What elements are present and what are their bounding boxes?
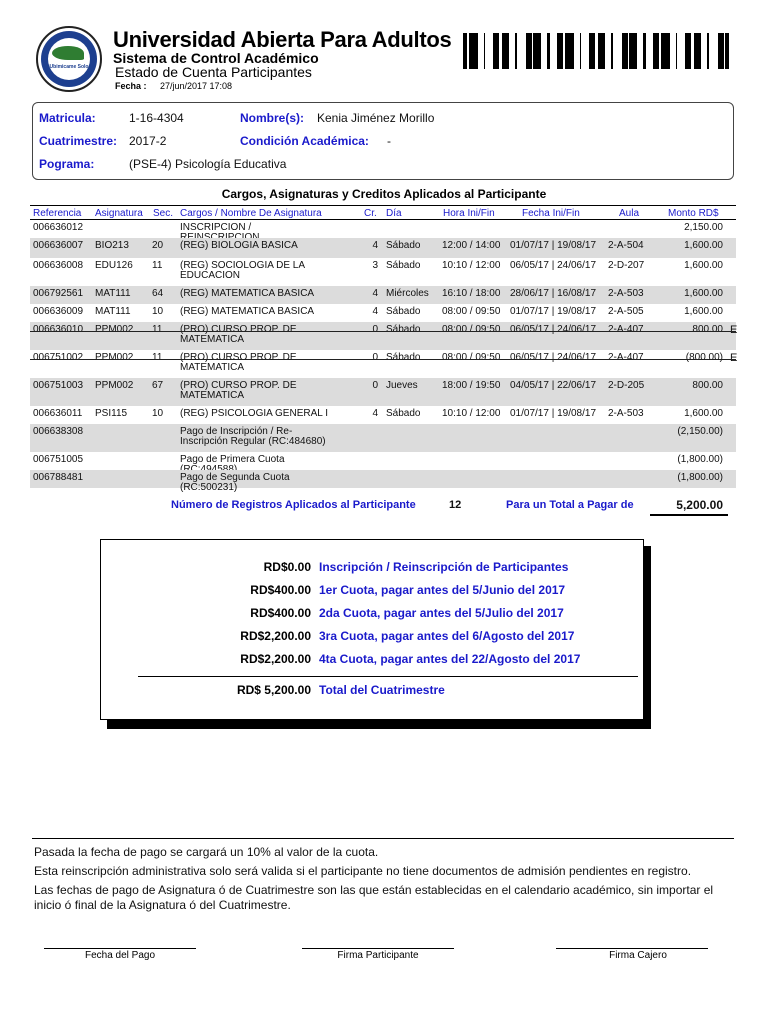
university-logo bbox=[36, 26, 102, 92]
cell-aula: 2-D-207 bbox=[608, 260, 645, 271]
cell-ref: 006751003 bbox=[33, 380, 84, 391]
cell-dia: Sábado bbox=[386, 324, 421, 335]
cell-aula: 2-A-407 bbox=[608, 352, 644, 363]
cell-asig: EDU126 bbox=[95, 260, 133, 271]
col-monto: Monto RD$ bbox=[668, 208, 719, 219]
cell-aula: 2-A-503 bbox=[608, 288, 644, 299]
cell-asig: MAT111 bbox=[95, 288, 131, 299]
cell-cr: 0 bbox=[372, 324, 378, 335]
cell-monto: (1,800.00) bbox=[677, 472, 723, 483]
signature-line-cajero bbox=[556, 948, 708, 949]
payment-amount: RD$2,200.00 bbox=[240, 629, 311, 643]
payment-amount: RD$2,200.00 bbox=[240, 652, 311, 666]
payment-label: 4ta Cuota, pagar antes del 22/Agosto del 2017 bbox=[319, 652, 581, 666]
cell-fecha: 06/05/17 | 24/06/17 bbox=[510, 260, 597, 271]
col-dia: Día bbox=[386, 208, 402, 219]
cell-aula: 2-A-505 bbox=[608, 306, 644, 317]
records-label: Número de Registros Aplicados al Participante bbox=[171, 499, 416, 511]
cell-dia: Sábado bbox=[386, 306, 421, 317]
cell-cr: 4 bbox=[372, 408, 378, 419]
cell-ref: 006751002 bbox=[33, 352, 84, 363]
col-cargos: Cargos / Nombre De Asignatura bbox=[180, 208, 322, 219]
cell-dia: Jueves bbox=[386, 380, 418, 391]
table-title: Cargos, Asignaturas y Creditos Aplicados al Participante bbox=[221, 187, 547, 201]
cell-desc: (PRO) CURSO PROP. DE MATEMATICA bbox=[180, 352, 297, 373]
signature-line-fecha bbox=[44, 948, 196, 949]
table-row bbox=[30, 322, 736, 350]
matricula-value: 1-16-4304 bbox=[129, 111, 184, 125]
signature-line-participante bbox=[302, 948, 454, 949]
payment-label: Inscripción / Reinscripción de Participantes bbox=[319, 560, 569, 574]
table-row bbox=[30, 304, 736, 322]
cell-ref: 006792561 bbox=[33, 288, 84, 299]
signature-label-participante: Firma Participante bbox=[337, 950, 419, 961]
cell-sec: 10 bbox=[152, 306, 164, 317]
table-row bbox=[30, 378, 736, 406]
cell-desc: (REG) PSICOLOGIA GENERAL I bbox=[180, 408, 328, 419]
cell-desc: INSCRIPCION / bbox=[180, 222, 252, 233]
table-row bbox=[30, 452, 736, 470]
cell-sec: 20 bbox=[152, 240, 164, 251]
participant-info-box bbox=[32, 102, 734, 180]
cell-asig: PPM002 bbox=[95, 380, 134, 391]
col-hora: Hora Ini/Fin bbox=[443, 208, 495, 219]
signature-label-fecha: Fecha del Pago bbox=[84, 950, 156, 961]
cell-monto: (800.00) bbox=[685, 352, 723, 363]
table-header bbox=[30, 205, 736, 220]
table-row bbox=[30, 286, 736, 304]
cell-hora: 08:00 / 09:50 bbox=[442, 352, 501, 363]
cell-monto: 800.00 bbox=[692, 380, 723, 391]
cell-cr: 3 bbox=[372, 260, 378, 271]
col-referencia: Referencia bbox=[33, 208, 82, 219]
cell-monto: 800.00 bbox=[692, 324, 723, 335]
cell-desc: Pago de Primera Cuota bbox=[180, 454, 285, 465]
table-row bbox=[30, 238, 736, 258]
cell-desc: (REG) MATEMATICA BASICA bbox=[180, 306, 315, 317]
cell-fecha: 06/05/17 | 24/06/17 bbox=[510, 324, 597, 335]
table-row bbox=[30, 258, 736, 286]
total-underline bbox=[650, 514, 728, 516]
total-label: Para un Total a Pagar de bbox=[506, 499, 634, 511]
cell-monto: (1,800.00) bbox=[677, 454, 723, 465]
cell-dia: Sábado bbox=[386, 408, 421, 419]
cell-flag: E bbox=[730, 324, 738, 336]
cell-cr: 4 bbox=[372, 306, 378, 317]
footer-divider bbox=[32, 838, 734, 839]
totals-row bbox=[30, 497, 736, 513]
col-aula: Aula bbox=[619, 208, 640, 219]
cell-asig: BIO213 bbox=[95, 240, 129, 251]
col-cr: Cr. bbox=[364, 208, 377, 219]
payment-amount: RD$400.00 bbox=[250, 606, 311, 620]
cell-asig: PPM002 bbox=[95, 352, 134, 363]
cell-hora: 08:00 / 09:50 bbox=[442, 306, 501, 317]
cell-desc: Pago de Segunda Cuota (RC:500231) bbox=[180, 472, 290, 493]
payment-amount: RD$0.00 bbox=[263, 560, 311, 574]
fecha-label: Fecha : bbox=[115, 81, 147, 91]
table-row bbox=[30, 220, 736, 238]
logo-text: Ubimicame Solo bbox=[49, 64, 89, 70]
cell-sec: 10 bbox=[152, 408, 164, 419]
cell-hora: 10:10 / 12:00 bbox=[442, 260, 501, 271]
cell-fecha: 04/05/17 | 22/06/17 bbox=[510, 380, 597, 391]
payments-total-label: Total del Cuatrimestre bbox=[319, 683, 445, 697]
table-row bbox=[30, 470, 736, 493]
cell-desc: (PRO) CURSO PROP. DE MATEMATICA bbox=[180, 380, 297, 401]
barcode-image bbox=[463, 33, 729, 69]
cell-desc: (REG) SOCIOLOGIA DE LA EDUCACION bbox=[180, 260, 305, 281]
cell-cr: 0 bbox=[372, 380, 378, 391]
cell-fecha: 06/05/17 | 24/06/17 bbox=[510, 352, 597, 363]
programa-label: Pograma: bbox=[39, 157, 95, 171]
records-count: 12 bbox=[449, 499, 462, 511]
cell-dia: Sábado bbox=[386, 260, 421, 271]
cell-desc: (PRO) CURSO PROP. DE MATEMATICA bbox=[180, 324, 297, 345]
cell-asig: MAT111 bbox=[95, 306, 131, 317]
table-row bbox=[30, 424, 736, 452]
note-reinscription: Esta reinscripción administrativa solo será valida si el participante no tiene documentos de admisión pendientes en registro. bbox=[34, 864, 692, 878]
cell-dia: Sábado bbox=[386, 240, 421, 251]
cell-aula: 2-A-504 bbox=[608, 240, 644, 251]
condicion-value: - bbox=[387, 134, 391, 148]
programa-value: (PSE-4) Psicología Educativa bbox=[129, 157, 287, 171]
system-title: Sistema de Control Académico bbox=[113, 50, 319, 66]
cell-sec: 64 bbox=[152, 288, 164, 299]
cell-desc: Pago de Inscripción / Re-Inscripción Regular (RC:484680) bbox=[180, 426, 326, 447]
cell-hora: 12:00 / 14:00 bbox=[442, 240, 501, 251]
cell-ref: 006636010 bbox=[33, 324, 84, 335]
payments-divider bbox=[138, 676, 638, 677]
col-sec: Sec. bbox=[153, 208, 174, 219]
table-row bbox=[30, 406, 736, 424]
nombre-label: Nombre(s): bbox=[240, 111, 305, 125]
cell-ref: 006638308 bbox=[33, 426, 84, 437]
cell-cr: 4 bbox=[372, 288, 378, 299]
payment-label: 2da Cuota, pagar antes del 5/Julio del 2017 bbox=[319, 606, 564, 620]
note-payment-dates: Las fechas de pago de Asignatura ó de Cuatrimestre son las que están establecidas en el calendario académico, sin importar el inicio ó final de la Asignatura ó del Cuatrimestre. bbox=[34, 883, 714, 912]
cell-aula: 2-A-503 bbox=[608, 408, 644, 419]
cuatrimestre-label: Cuatrimestre: bbox=[39, 134, 118, 148]
cell-fecha: 01/07/17 | 19/08/17 bbox=[510, 240, 597, 251]
strikethrough bbox=[30, 331, 736, 332]
cell-monto: 1,600.00 bbox=[684, 288, 723, 299]
condicion-label: Condición Académica: bbox=[240, 134, 369, 148]
cuatrimestre-value: 2017-2 bbox=[129, 134, 167, 148]
cell-ref: 006636011 bbox=[33, 408, 83, 419]
cell-monto: 2,150.00 bbox=[684, 222, 723, 233]
cell-dia: Miércoles bbox=[386, 288, 429, 299]
payments-total-amount: RD$ 5,200.00 bbox=[236, 683, 311, 697]
payment-label: 3ra Cuota, pagar antes del 6/Agosto del 2017 bbox=[319, 629, 575, 643]
cell-asig: PSI115 bbox=[95, 408, 128, 419]
cell-ref: 006788481 bbox=[33, 472, 84, 483]
cell-fecha: 01/07/17 | 19/08/17 bbox=[510, 408, 597, 419]
cell-sec: 11 bbox=[152, 324, 163, 335]
cell-ref: 006636007 bbox=[33, 240, 84, 251]
fecha-value: 27/jun/2017 17:08 bbox=[160, 81, 233, 91]
col-fecha: Fecha Ini/Fin bbox=[522, 208, 580, 219]
signature-label-cajero: Firma Cajero bbox=[609, 950, 667, 961]
cell-monto: (2,150.00) bbox=[677, 426, 723, 437]
cell-cr: 4 bbox=[372, 240, 378, 251]
cell-monto: 1,600.00 bbox=[684, 240, 723, 251]
strikethrough bbox=[30, 359, 736, 360]
cell-ref: 006636012 bbox=[33, 222, 84, 233]
cell-desc: (REG) BIOLOGIA BASICA bbox=[180, 240, 298, 251]
payment-label: 1er Cuota, pagar antes del 5/Junio del 2017 bbox=[319, 583, 566, 597]
payments-box bbox=[100, 539, 644, 720]
cell-sec: 67 bbox=[152, 380, 164, 391]
nombre-value: Kenia Jiménez Morillo bbox=[317, 111, 435, 125]
cell-sec: 11 bbox=[152, 352, 163, 363]
col-asignatura: Asignatura bbox=[95, 208, 143, 219]
document-title: Estado de Cuenta Participantes bbox=[115, 64, 312, 80]
table-row bbox=[30, 350, 736, 378]
cell-hora: 10:10 / 12:00 bbox=[442, 408, 501, 419]
cell-asig: PPM002 bbox=[95, 324, 134, 335]
university-title: Universidad Abierta Para Adultos bbox=[113, 27, 452, 52]
cell-cr: 0 bbox=[372, 352, 378, 363]
cell-monto: 1,600.00 bbox=[684, 306, 723, 317]
cell-ref: 006636008 bbox=[33, 260, 84, 271]
cell-desc: (REG) MATEMATICA BASICA bbox=[180, 288, 315, 299]
cell-monto: 1,600.00 bbox=[684, 260, 723, 271]
cell-sec: 11 bbox=[152, 260, 163, 271]
cell-aula: 2-A-407 bbox=[608, 324, 644, 335]
cell-dia: Sábado bbox=[386, 352, 421, 363]
payment-amount: RD$400.00 bbox=[250, 583, 311, 597]
total-value: 5,200.00 bbox=[676, 498, 723, 512]
cell-ref: 006751005 bbox=[33, 454, 84, 465]
matricula-label: Matricula: bbox=[39, 111, 96, 125]
cell-hora: 16:10 / 18:00 bbox=[442, 288, 501, 299]
cell-ref: 006636009 bbox=[33, 306, 84, 317]
cell-aula: 2-D-205 bbox=[608, 380, 645, 391]
cell-fecha: 28/06/17 | 16/08/17 bbox=[510, 288, 597, 299]
cell-hora: 08:00 / 09:50 bbox=[442, 324, 501, 335]
cell-flag: E bbox=[730, 352, 738, 364]
note-late-fee: Pasada la fecha de pago se cargará un 10% al valor de la cuota. bbox=[34, 845, 379, 859]
cell-monto: 1,600.00 bbox=[684, 408, 723, 419]
cell-hora: 18:00 / 19:50 bbox=[442, 380, 501, 391]
cell-fecha: 01/07/17 | 19/08/17 bbox=[510, 306, 597, 317]
